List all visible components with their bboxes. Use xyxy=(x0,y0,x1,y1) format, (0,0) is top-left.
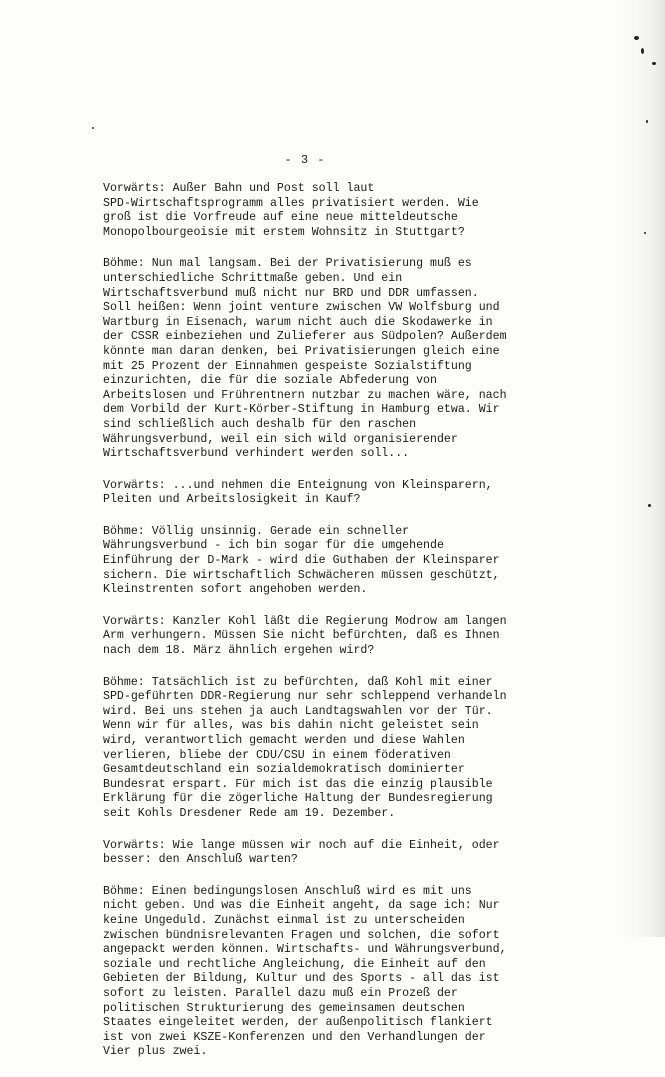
text-line: angepackt werden können. Wirtschafts- und Währungsverbund, xyxy=(103,943,507,957)
text-line: Bundesrat erspart. Für mich ist das die einzig plausible xyxy=(103,777,493,791)
scan-speck xyxy=(634,36,639,40)
text-line: Böhme: Tatsächlich ist zu befürchten, daß Kohl mit einer xyxy=(103,675,493,689)
text-line: Staates eingeleitet werden, der außenpolitisch flankiert xyxy=(103,1016,493,1030)
paragraph xyxy=(103,257,623,461)
text-line: ist von zwei KSZE-Konferenzen und den Verhandlungen der xyxy=(103,1030,486,1044)
paragraph xyxy=(103,479,623,508)
text-line: Vorwärts: ...und nehmen die Enteignung von Kleinsparern, xyxy=(103,478,493,492)
text-line: könnte man daran denken, bei Privatisierungen gleich eine xyxy=(103,344,500,358)
paragraph xyxy=(103,885,623,1060)
text-line: Wirtschaftsverbund verhindert werden soll... xyxy=(103,447,410,461)
text-line: Einführung der D-Mark - wird die Guthaben der Kleinsparer xyxy=(103,554,500,568)
text-line: sichern. Die wirtschaftlich Schwächeren müssen geschützt, xyxy=(103,568,500,582)
text-line: Gesamtdeutschland ein sozialdemokratisch dominierter xyxy=(103,763,465,777)
text-line: SPD-geführten DDR-Regierung nur sehr schleppend verhandeln xyxy=(103,690,507,704)
paragraph xyxy=(103,182,623,240)
text-line: Währungsverbund - ich bin sogar für die umgehende xyxy=(103,539,444,553)
text-line: Arbeitslosen und Frührentnern nutzbar zu machen wäre, nach xyxy=(103,388,507,402)
text-line: Böhme: Einen bedingungslosen Anschluß wird es mit uns xyxy=(103,884,472,898)
text-line: Kleinstrenten sofort angehoben werden. xyxy=(103,583,368,597)
text-line: Vorwärts: Außer Bahn und Post soll laut xyxy=(103,182,375,195)
text-line: mit 25 Prozent der Einnahmen gespeiste Sozialstiftung xyxy=(103,359,472,373)
scan-speck xyxy=(652,62,656,65)
text-line: Wirtschaftsverbund muß nicht nur BRD und DDR umfassen. xyxy=(103,286,479,300)
text-line: nicht geben. Und was die Einheit angeht, da sage ich: Nur xyxy=(103,899,500,913)
text-line: unterschiedliche Schrittmaße geben. Und ein xyxy=(103,271,403,285)
paragraph xyxy=(103,525,623,598)
text-line: Vorwärts: Kanzler Kohl läßt die Regierung Modrow am langen xyxy=(103,614,507,628)
text-line: verlieren, bliebe der CDU/CSU in einem föderativen xyxy=(103,748,451,762)
text-line: besser: den Anschluß warten? xyxy=(103,853,298,867)
text-line: Monopolbourgeoisie mit erstem Wohnsitz in Stuttgart? xyxy=(103,225,465,239)
text-line: politischen Strukturierung des gemeinsamen deutschen xyxy=(103,1001,465,1015)
scan-speck xyxy=(92,127,94,129)
text-line: Wartburg in Eisenach, warum nicht auch die Skodawerke in xyxy=(103,315,493,329)
text-line: wird. Bei uns stehen ja auch Landtagswahlen vor der Tür. xyxy=(103,704,493,718)
text-line: wird, verantwortlich gemacht werden und diese Wahlen xyxy=(103,734,465,747)
paragraph xyxy=(103,615,623,659)
document-body xyxy=(103,182,623,1077)
text-line: Pleiten und Arbeitslosigkeit in Kauf? xyxy=(103,493,361,507)
scan-speck xyxy=(641,48,644,54)
paragraph xyxy=(103,839,623,868)
text-line: der CSSR einbeziehen und Zulieferer aus Südpolen? Außerdem xyxy=(103,330,507,344)
text-line: Gebieten der Bildung, Kultur und des Sports - all das ist xyxy=(103,972,500,986)
text-line: zwischen bündnisrelevanten Fragen und solchen, die sofort xyxy=(103,928,500,942)
paragraph xyxy=(103,676,623,822)
text-line: Erklärung für die zögerliche Haltung der Bundesregierung xyxy=(103,792,493,806)
text-line: einzurichten, die für die soziale Abfederung von xyxy=(103,374,437,388)
text-line: Wenn wir für alles, was bis dahin nicht geleistet sein xyxy=(103,719,479,733)
text-line: sind schließlich auch deshalb für den raschen xyxy=(103,417,417,431)
text-line: dem Vorbild der Kurt-Körber-Stiftung in Hamburg etwa. Wir xyxy=(103,403,500,417)
text-line: Arm verhungern. Müssen Sie nicht befürchten, daß es Ihnen xyxy=(103,629,500,643)
text-line: Böhme: Nun mal langsam. Bei der Privatisierung muß es xyxy=(103,257,472,271)
page-number: - 3 - xyxy=(284,153,326,167)
text-line: groß ist die Vorfreude auf eine neue mitteldeutsche xyxy=(103,211,458,225)
text-line: Soll heißen: Wenn joint venture zwischen VW Wolfsburg und xyxy=(103,301,500,315)
scan-speck xyxy=(648,504,651,507)
text-line: Vier plus zwei. xyxy=(103,1045,208,1059)
text-line: nach dem 18. März ähnlich ergehen wird? xyxy=(103,644,375,658)
scan-edge-shadow xyxy=(617,0,665,937)
scan-speck xyxy=(646,120,648,123)
text-line: Vorwärts: Wie lange müssen wir noch auf die Einheit, oder xyxy=(103,838,500,852)
scan-speck xyxy=(644,232,646,234)
text-line: seit Kohls Dresdener Rede am 19. Dezember. xyxy=(103,806,396,820)
text-line: Böhme: Völlig unsinnig. Gerade ein schneller xyxy=(103,524,410,538)
text-line: SPD-Wirtschaftsprogramm alles privatisiert werden. Wie xyxy=(103,196,479,210)
text-line: sofort zu leisten. Parallel dazu muß ein Prozeß der xyxy=(103,986,458,1000)
text-line: keine Ungeduld. Zunächst einmal ist zu unterscheiden xyxy=(103,913,465,927)
text-line: soziale und rechtliche Angleichung, die Einheit auf den xyxy=(103,957,486,971)
text-line: Währungsverbund, weil ein sich wild organisierender xyxy=(103,432,458,446)
